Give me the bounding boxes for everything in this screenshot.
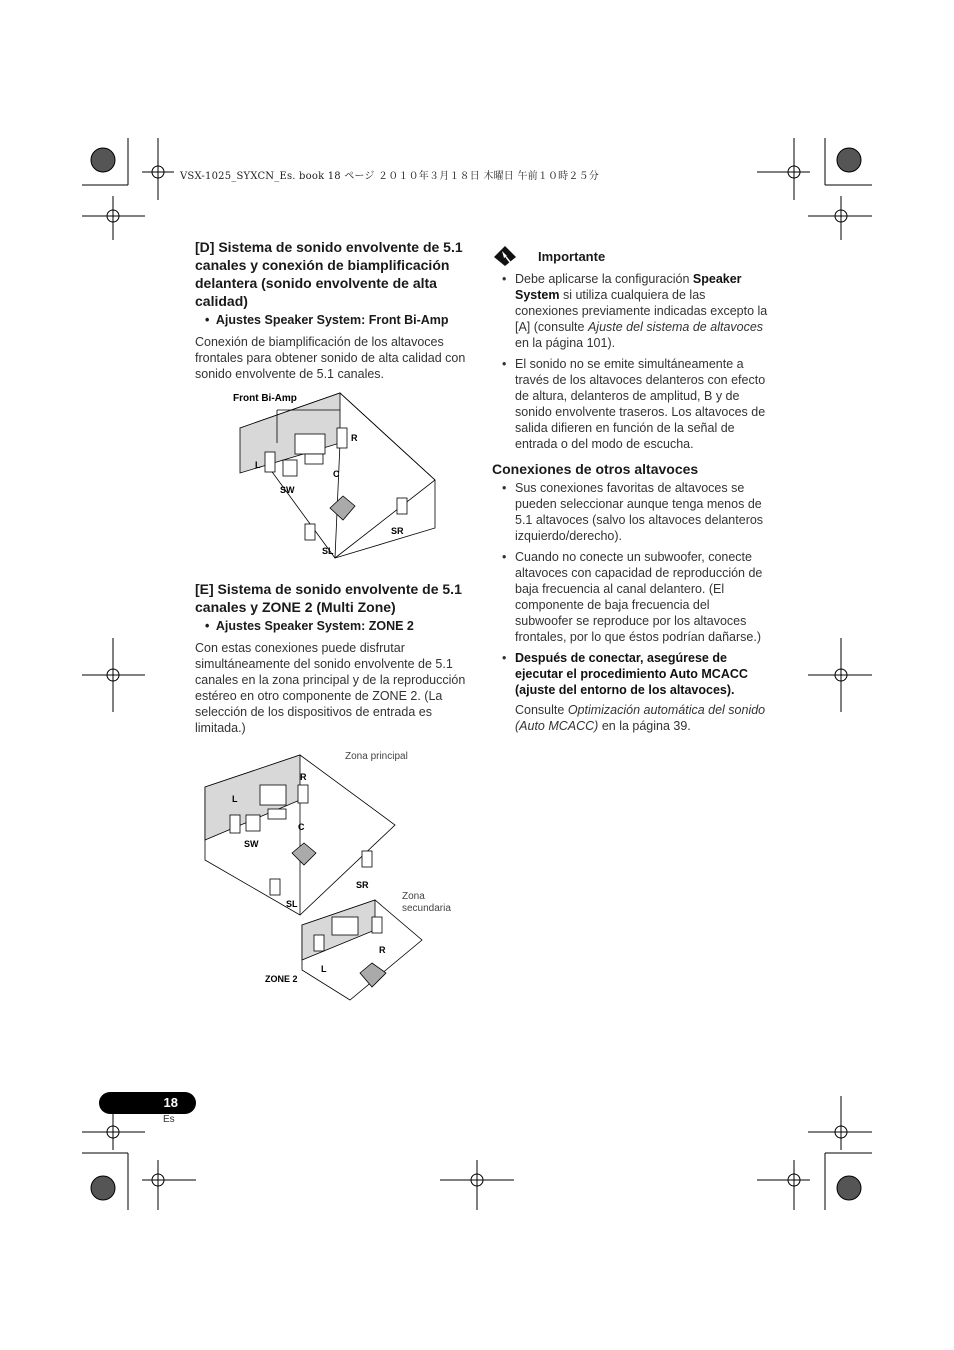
target-mark-icon [837,148,861,172]
page-number: 18 [99,1092,196,1114]
otros-item-1: • Sus conexiones favoritas de altavoces se pueden seleccionar aunque tenga menos de 5.1 altavoces (salvo los altavoces delanteros izquierdo/derecho). [492,480,770,544]
label-sw: SW [280,485,295,495]
section-e-setting-text: Ajustes Speaker System: ZONE 2 [215,619,414,633]
otros-section [492,460,770,734]
otros-item-3-a: Consulte [515,703,568,717]
label-c: C [333,469,340,479]
otros-item-3-ref [492,702,770,734]
section-d-heading: [D] Sistema de sonido envolvente de 5.1 canales y conexión de biamplificación delantera (sonido envolvente de alta calidad) [195,239,463,309]
section-d [195,238,470,382]
z2-label-l: L [321,964,327,974]
otros-list [492,480,770,698]
otros-item-3-bold: Después de conectar, asegúrese de ejecutar el procedimiento Auto MCACC (ajuste del entorno de los altavoces). [515,651,748,697]
section-e-setting: • Ajustes Speaker System: ZONE 2 [205,619,414,633]
label-sl: SL [322,546,334,556]
important-icon [492,245,518,267]
otros-item-3 [492,650,770,698]
section-d-setting: • Ajustes Speaker System: Front Bi-Amp [205,313,449,327]
print-info-header: VSX-1025_SYXCN_Es. book 18 ページ ２０１０年３月１８日 木曜日 午前１０時２５分 [180,171,599,182]
importante-item-1-b: Speaker System [515,272,742,302]
otros-heading: Conexiones de otros altavoces [492,461,699,477]
z2-label-r: R [379,945,386,955]
importante-title: Importante [538,248,606,264]
otros-item-2: • Cuando no conecte un subwoofer, conecte altavoces con capacidad de reproducción de baja frecuencia al canal delantero. (El componente de baja frecuencia del subwoofer se reproduce por los altavoces frontales, por lo que éstos podrían dañarse.) [492,549,770,645]
e-label-r: R [300,772,307,782]
importante-item-1-d: Ajuste del sistema de altavoces [587,320,764,334]
section-e-body: Con estas conexiones puede disfrutar simultáneamente del sonido envolvente de 5.1 canales en la zona principal y de la reproducción estéreo en otro componente de ZONE 2. (La selección de los dispositivos de entrada es limitada.) [195,641,466,735]
target-mark-icon [91,148,115,172]
importante-header [492,245,770,267]
e-label-sw: SW [244,839,259,849]
sub-zone-label-2: secundaria [402,903,451,914]
importante-item-1-c: si utiliza cualquiera de las conexiones previamente indicadas excepto la [A] (consulte [515,288,768,334]
e-label-sl: SL [286,899,298,909]
e-label-c: C [298,822,305,832]
section-d-body: Conexión de biamplificación de los altavoces frontales para obtener sonido de alta calidad con sonido envolvente de 5.1 canales. [195,335,466,381]
zone2-diagram [200,745,460,1015]
front-biamp-diagram [225,388,455,563]
target-mark-icon [91,1176,115,1200]
main-zone-label: Zona principal [345,751,408,762]
label-r: R [351,433,358,443]
otros-item-3-b: Optimización automática del sonido (Auto MCACC) [515,703,766,733]
target-mark-icon [837,1176,861,1200]
importante-item-2: • El sonido no se emite simultáneamente a través de los altavoces delanteros con efecto de altura, delanteros de amplitud, B y de sonido envolvente traseros. Los altavoces de salida difieren en función de la señal de entrada o del modo de escucha. [492,356,770,452]
importante-list [492,271,770,452]
zone2-label: ZONE 2 [265,974,298,984]
label-l: L [255,460,261,470]
label-sr: SR [391,526,404,536]
importante-item-1 [492,271,770,351]
sub-zone-label-1: Zona [402,891,425,902]
section-e-heading: [E] Sistema de sonido envolvente de 5.1 canales y ZONE 2 (Multi Zone) [195,581,462,615]
importante-item-1-a: Debe aplicarse la configuración [515,272,693,286]
e-label-l: L [232,794,238,804]
otros-item-3-c: en la página 39. [598,719,691,733]
section-e [195,580,470,736]
section-d-setting-text: Ajustes Speaker System: Front Bi-Amp [215,313,449,327]
importante-box [492,245,770,457]
importante-item-1-e: en la página 101). [515,336,616,350]
front-biamp-label: Front Bi-Amp [233,393,297,404]
language-code: Es [163,1114,175,1125]
e-label-sr: SR [356,880,369,890]
